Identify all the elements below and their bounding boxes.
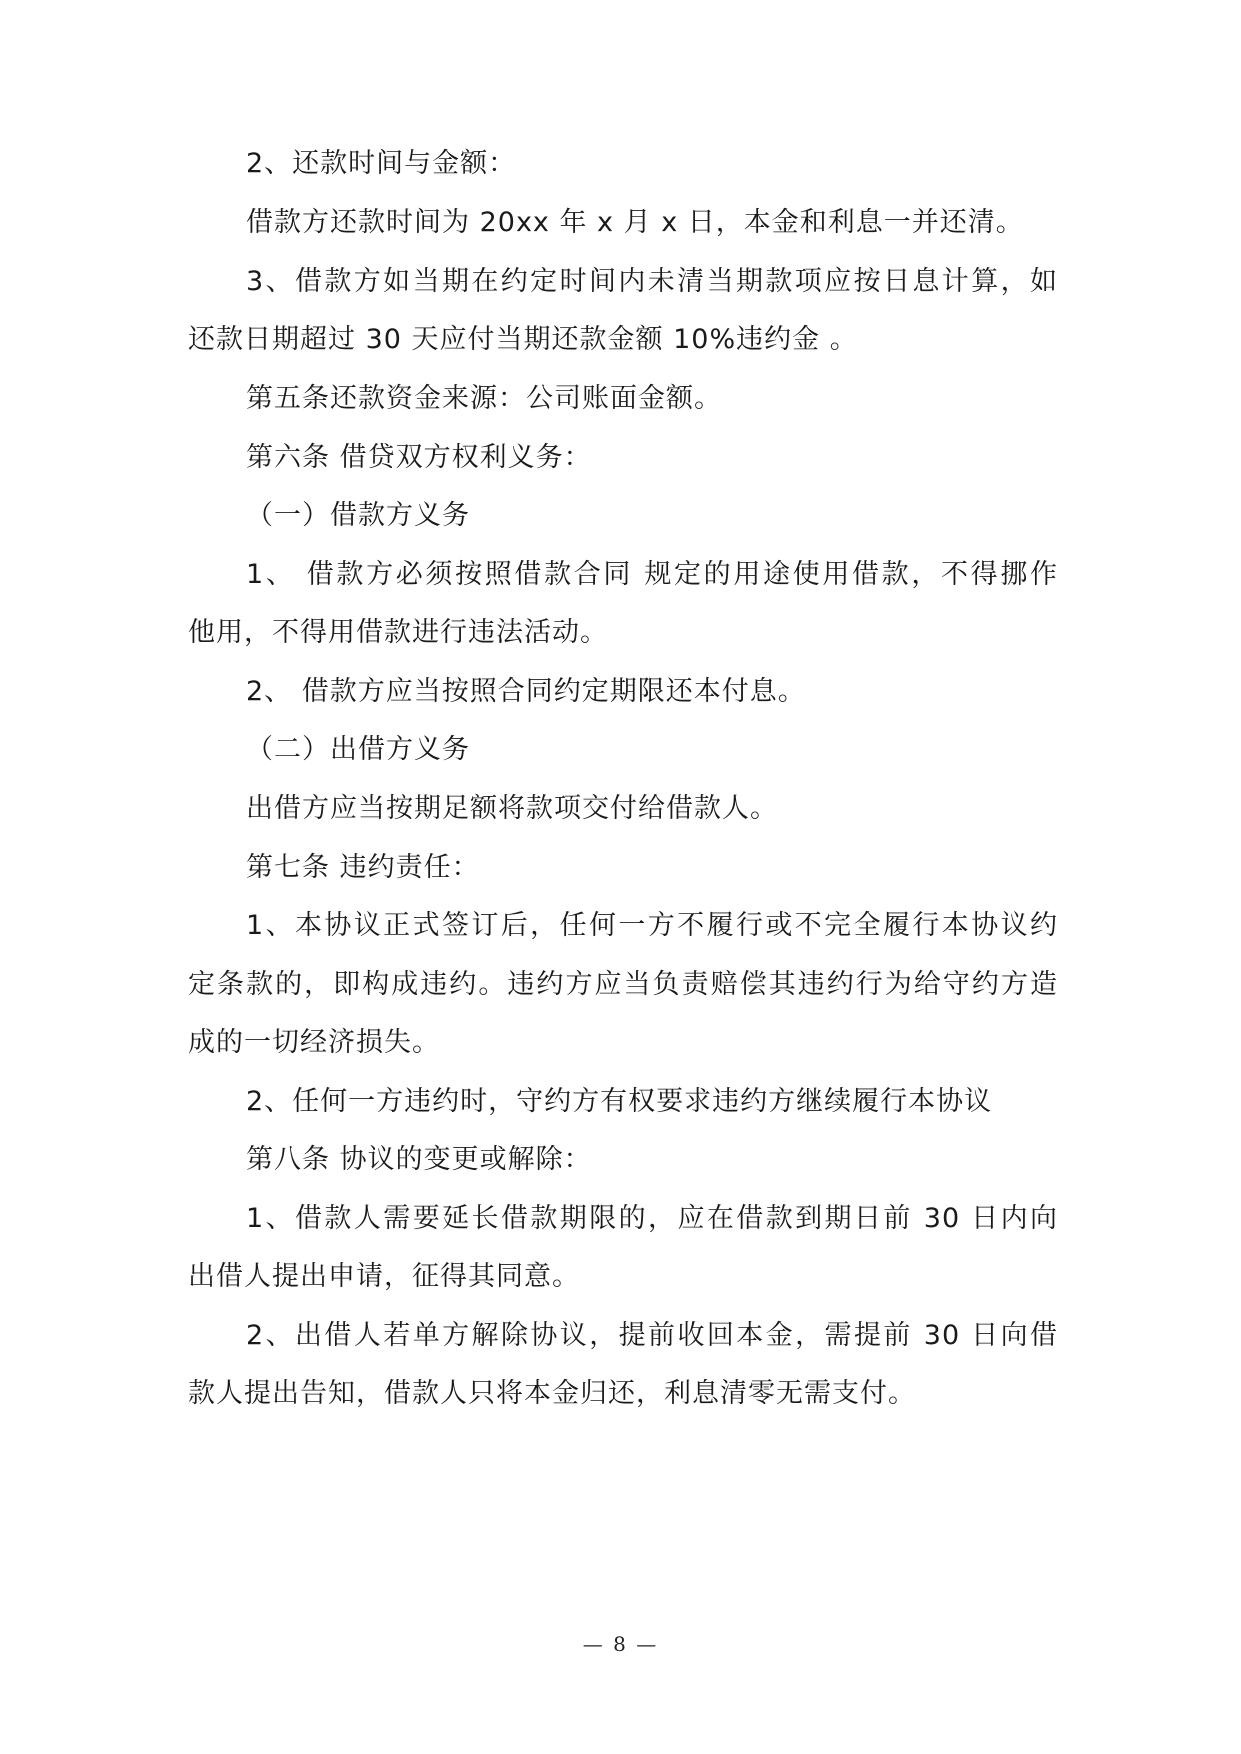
section-heading: （二）出借方义务	[246, 734, 470, 765]
article-heading: 第八条 协议的变更或解除：	[246, 1144, 592, 1175]
text-line: 成的一切经济损失。	[188, 1027, 440, 1058]
article-heading: 第六条 借贷双方权利义务：	[246, 442, 592, 473]
text-line: 出借方应当按期足额将款项交付给借款人。	[246, 793, 778, 824]
section-heading: （一）借款方义务	[246, 500, 470, 531]
text-line: 还款日期超过 30 天应付当期还款金额 10%违约金 。	[188, 324, 858, 355]
text-line: 2、任何一方违约时，守约方有权要求违约方继续履行本协议	[246, 1086, 993, 1117]
text-line: 款人提出告知，借款人只将本金归还，利息清零无需支付。	[188, 1378, 916, 1409]
article-heading: 第七条 违约责任：	[246, 852, 480, 883]
text-line: 定条款的，即构成违约。违约方应当负责赔偿其违约行为给守约方造	[188, 969, 1058, 1000]
text-line: 1、本协议正式签订后，任何一方不履行或不完全履行本协议约	[246, 910, 1058, 941]
text-line: 出借人提出申请，征得其同意。	[188, 1261, 580, 1292]
page-number: — 8 —	[582, 1632, 659, 1656]
text-line: 1、 借款方必须按照借款合同 规定的用途使用借款，不得挪作	[246, 559, 1058, 590]
text-line: 2、 借款方应当按照合同约定期限还本付息。	[246, 676, 806, 707]
text-line: 1、借款人需要延长借款期限的，应在借款到期日前 30 日内向	[246, 1203, 1058, 1234]
text-line: 2、出借人若单方解除协议，提前收回本金，需提前 30 日向借	[246, 1320, 1058, 1351]
text-line: 3、借款方如当期在约定时间内未清当期款项应按日息计算，如	[246, 266, 1058, 297]
text-line: 他用，不得用借款进行违法活动。	[188, 617, 608, 648]
text-line: 2、还款时间与金额：	[246, 148, 517, 179]
text-line: 借款方还款时间为 20xx 年 x 月 x 日，本金和利息一并还清。	[246, 207, 1024, 238]
text-line: 第五条还款资金来源：公司账面金额。	[246, 383, 722, 414]
